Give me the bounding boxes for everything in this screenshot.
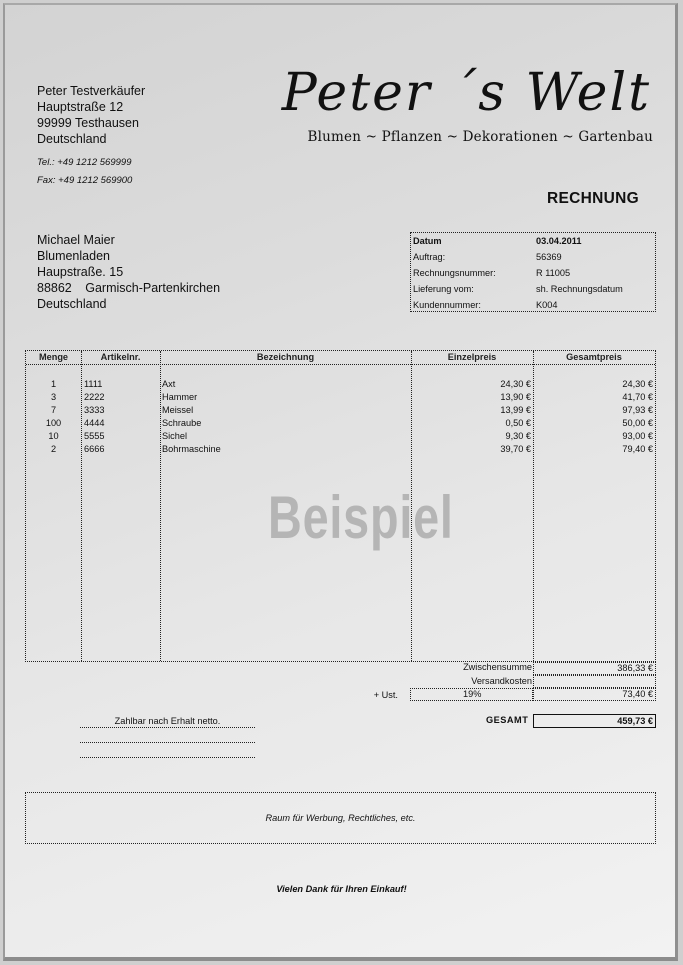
meta-value: 03.04.2011 [536,236,582,246]
cell-qty: 2 [50,444,57,454]
advertising-box: Raum für Werbung, Rechtliches, etc. [25,792,656,844]
cell-desc: Hammer [162,392,198,402]
table-row [26,391,655,404]
cell-desc: Sichel [162,431,188,441]
meta-row-invoice-number [411,265,655,281]
meta-value: sh. Rechnungsdatum [536,284,623,294]
vat-value: 73,40 € [533,688,656,701]
cell-desc: Axt [162,379,176,389]
cell-unit-price: 39,70 € [500,444,531,454]
cell-total-price: 97,93 € [622,405,653,415]
header-einzelpreis: Einzelpreis [447,352,497,362]
table-row [26,417,655,430]
cell-total-price: 50,00 € [622,418,653,428]
meta-label: Lieferung vom: [413,284,474,294]
header-divider [26,364,655,365]
cell-article: 6666 [84,444,105,454]
meta-label: Kundennummer: [413,300,481,310]
cell-unit-price: 24,30 € [500,379,531,389]
sender-fax: Fax: +49 1212 569900 [37,175,133,186]
cell-total-price: 41,70 € [622,392,653,402]
cell-total-price: 79,40 € [622,444,653,454]
cell-unit-price: 0,50 € [505,418,531,428]
thank-you-note: Vielen Dank für Ihren Einkauf! [276,884,407,894]
recipient-zip: 88862 [37,281,72,295]
cell-article: 1111 [84,379,103,389]
header-gesamtpreis: Gesamtpreis [566,352,622,362]
sender-city: 99999 Testhausen [37,116,139,130]
payment-terms [80,715,255,759]
payment-terms-line: Zahlbar nach Erhalt netto. [80,715,255,728]
cell-qty: 3 [50,392,57,402]
payment-terms-line [80,745,255,758]
sender-name: Peter Testverkäufer [37,84,146,98]
meta-row-customer-number [411,297,655,313]
meta-value: K004 [536,300,558,310]
cell-desc: Schraube [162,418,202,428]
header-menge: Menge [38,352,69,362]
meta-label: Rechnungsnummer: [413,268,496,278]
subtotal-label: Zwischensumme [463,662,532,672]
cell-article: 2222 [84,392,105,402]
recipient-city-line [37,280,220,296]
cell-article: 4444 [84,418,105,428]
cell-desc: Bohrmaschine [162,444,221,454]
recipient-city: Garmisch-Partenkirchen [85,281,221,295]
meta-label: Datum [413,236,442,246]
cell-qty: 10 [48,431,59,441]
meta-row-date [411,233,655,249]
meta-row-order [411,249,655,265]
table-row [26,443,655,456]
cell-qty: 7 [50,405,57,415]
sender-address [37,83,145,147]
company-logo-subtitle: Blumen ~ Pflanzen ~ Dekorationen ~ Gartenbau [307,129,653,145]
recipient-address [37,232,220,312]
shipping-label: Versandkosten [471,676,532,686]
table-row [26,430,655,443]
sender-street: Hauptstraße 12 [37,100,124,114]
recipient-company: Blumenladen [37,249,110,263]
invoice-meta-box [410,232,656,312]
vat-rate: 19% [410,688,533,701]
recipient-country: Deutschland [37,297,107,311]
sender-contact [37,154,132,190]
cell-article: 3333 [84,405,105,415]
cell-total-price: 93,00 € [622,431,653,441]
subtotal-value: 386,33 € [533,662,656,675]
cell-unit-price: 9,30 € [505,431,531,441]
recipient-street: Haupstraße. 15 [37,265,124,279]
meta-row-delivery [411,281,655,297]
sender-country: Deutschland [37,132,107,146]
header-artikelnr: Artikelnr. [100,352,141,362]
cell-qty: 1 [50,379,57,389]
recipient-name: Michael Maier [37,233,115,247]
document-title: RECHNUNG [547,190,639,207]
header-bezeichnung: Bezeichnung [256,352,315,362]
grand-total-value: 459,73 € [533,714,656,728]
cell-qty: 100 [45,418,62,428]
vat-label: + Ust. [373,690,398,700]
grand-total-label: GESAMT [486,715,529,725]
meta-value: R 11005 [536,268,571,278]
cell-desc: Meissel [162,405,194,415]
table-row [26,404,655,417]
cell-total-price: 24,30 € [622,379,653,389]
meta-value: 56369 [536,252,562,262]
company-logo-title: Peter ´s Welt [281,63,651,123]
sender-tel: Tel.: +49 1212 569999 [37,157,132,168]
cell-unit-price: 13,90 € [500,392,531,402]
meta-label: Auftrag: [413,252,446,262]
sample-watermark: Beispiel [268,484,454,551]
shipping-value [533,675,656,688]
cell-unit-price: 13,99 € [500,405,531,415]
cell-article: 5555 [84,431,105,441]
table-row [26,378,655,391]
payment-terms-line [80,730,255,743]
